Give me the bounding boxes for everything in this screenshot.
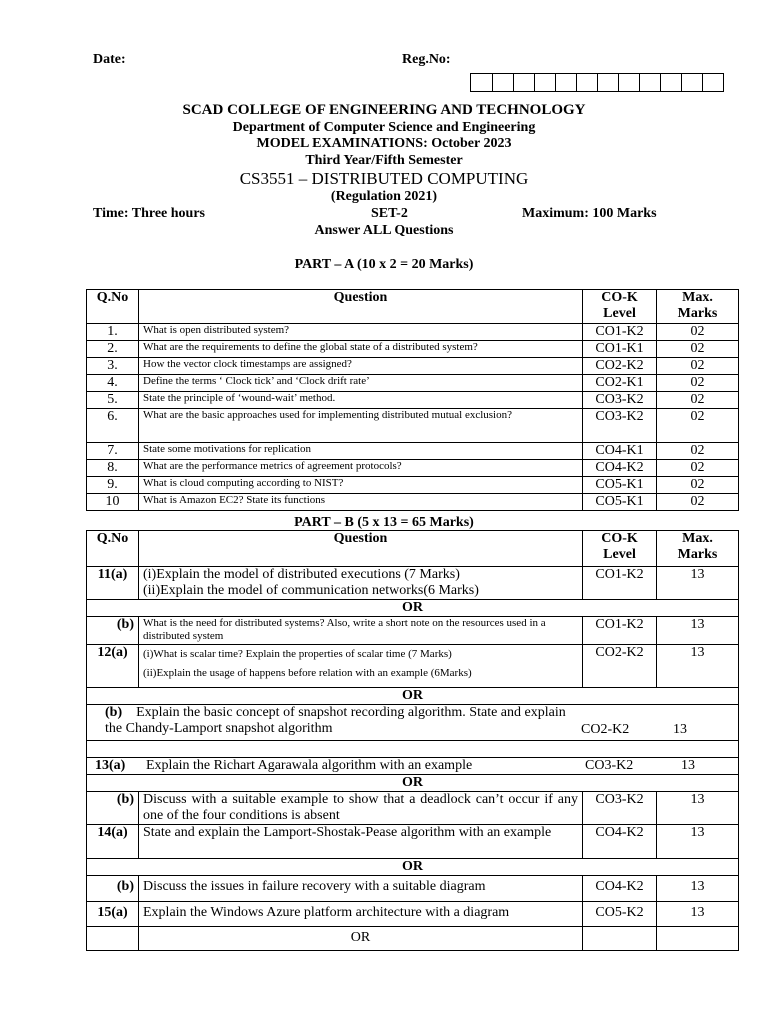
question-number: (b) <box>87 792 139 825</box>
empty-cell <box>87 741 739 758</box>
max-marks: 02 <box>657 392 739 409</box>
max-marks: 02 <box>657 375 739 392</box>
course-title: CS3551 – DISTRIBUTED COMPUTING <box>239 169 529 188</box>
question-number: 6. <box>87 409 139 443</box>
maximum-marks: Maximum: 100 Marks <box>522 206 657 221</box>
col-qno: Q.No <box>87 531 139 567</box>
question-text: How the vector clock timestamps are assigned? <box>139 358 583 375</box>
max-marks: 02 <box>657 324 739 341</box>
table-row <box>87 324 739 341</box>
or-label: OR <box>87 859 739 876</box>
or-row <box>87 859 739 876</box>
col-question: Question <box>139 290 583 324</box>
part-b-header-row <box>87 531 739 567</box>
question-number: 2. <box>87 341 139 358</box>
or-row <box>87 775 739 792</box>
department-name: Department of Computer Science and Engineering <box>232 120 536 135</box>
col-co-k-level: CO-K Level <box>583 290 657 324</box>
empty-row <box>87 741 739 758</box>
table-row <box>87 927 739 951</box>
col-co-k-level: CO-K Level <box>583 531 657 567</box>
question-text: Discuss with a suitable example to show that a deadlock can’t occur if any one of the four conditions is absent <box>139 792 583 825</box>
co-k-level: CO3-K2 <box>583 392 657 409</box>
exam-title: MODEL EXAMINATIONS: October 2023 <box>256 136 512 151</box>
co-k-level: CO2-K2 <box>583 645 657 688</box>
question-text: Discuss the issues in failure recovery with a suitable diagram <box>139 876 583 902</box>
max-marks: 02 <box>657 477 739 494</box>
reg-no-box <box>660 74 681 91</box>
question-text: State and explain the Lamport-Shostak-Pease algorithm with an example <box>139 825 583 859</box>
question-text: What are the basic approaches used for implementing distributed mutual exclusion? <box>139 409 583 443</box>
question-number: 7. <box>87 443 139 460</box>
table-row <box>87 358 739 375</box>
question-text: What are the requirements to define the global state of a distributed system? <box>139 341 583 358</box>
max-marks: 13 <box>657 617 739 645</box>
col-max-marks: Max. Marks <box>657 531 739 567</box>
table-row <box>87 825 739 859</box>
question-number: 10 <box>87 494 139 511</box>
question-text: (i)Explain the model of distributed executions (7 Marks) (ii)Explain the model of communication networks(6 Marks) <box>139 567 583 600</box>
question-text: What is Amazon EC2? State its functions <box>139 494 583 511</box>
question-number: 9. <box>87 477 139 494</box>
max-marks: 13 <box>657 792 739 825</box>
question-text: What is open distributed system? <box>139 324 583 341</box>
reg-no-box <box>534 74 555 91</box>
max-marks: 02 <box>657 358 739 375</box>
table-row <box>87 341 739 358</box>
question-number: 14(a) <box>87 825 139 859</box>
table-row <box>87 758 739 775</box>
col-question: Question <box>139 531 583 567</box>
reg-no-box <box>471 74 492 91</box>
part-a-header-row <box>87 290 739 324</box>
co-k-level: CO1-K2 <box>583 324 657 341</box>
question-text-merged <box>87 758 739 775</box>
part-a-table <box>86 289 739 511</box>
question-number: 15(a) <box>87 902 139 927</box>
regulation: (Regulation 2021) <box>330 189 438 204</box>
reg-no-box <box>618 74 639 91</box>
reg-no-box <box>639 74 660 91</box>
question-text: State the principle of ‘wound-wait’ method. <box>139 392 583 409</box>
question-number: 11(a) <box>87 567 139 600</box>
or-row <box>87 688 739 705</box>
co-k-level: CO5-K2 <box>583 902 657 927</box>
reg-no-label: Reg.No: <box>402 52 451 67</box>
question-number: (b) <box>87 617 139 645</box>
question-text: What are the performance metrics of agreement protocols? <box>139 460 583 477</box>
col-qno: Q.No <box>87 290 139 324</box>
table-row <box>87 876 739 902</box>
or-label: OR <box>139 927 583 951</box>
max-marks: 13 <box>657 902 739 927</box>
question-number <box>87 927 139 951</box>
co-k-level <box>583 927 657 951</box>
reg-no-box <box>513 74 534 91</box>
table-row <box>87 409 739 443</box>
or-row <box>87 600 739 617</box>
table-row <box>87 460 739 477</box>
question-number: 1. <box>87 324 139 341</box>
question-number: 12(a) <box>87 645 139 688</box>
year-semester: Third Year/Fifth Semester <box>305 153 463 168</box>
co-k-level: CO2-K2 <box>581 722 630 737</box>
reg-no-box <box>576 74 597 91</box>
or-label: OR <box>87 775 739 792</box>
max-marks <box>657 927 739 951</box>
co-k-level: CO3-K2 <box>583 792 657 825</box>
question-number: 8. <box>87 460 139 477</box>
max-marks: 02 <box>657 460 739 477</box>
co-k-level: CO2-K2 <box>583 358 657 375</box>
question-text-merged: (b) Explain the basic concept of snapshot recording algorithm. State and explain the Chandy-Lamport snapshot algorithm CO2-K2 13 <box>87 705 739 741</box>
question-text: Explain the Richart Agarawala algorithm with an example <box>146 758 473 773</box>
reg-no-box <box>702 74 723 91</box>
co-k-level: CO1-K1 <box>583 341 657 358</box>
table-row <box>87 567 739 600</box>
reg-no-boxes <box>470 73 724 92</box>
exam-time: Time: Three hours <box>93 206 206 221</box>
question-number: 5. <box>87 392 139 409</box>
table-row <box>87 705 739 741</box>
co-k-level: CO2-K1 <box>583 375 657 392</box>
date-label: Date: <box>93 52 126 67</box>
max-marks: 13 <box>673 722 687 737</box>
reg-no-box <box>492 74 513 91</box>
table-row <box>87 617 739 645</box>
max-marks: 02 <box>657 494 739 511</box>
max-marks: 13 <box>657 825 739 859</box>
co-k-level: CO4-K2 <box>583 876 657 902</box>
co-k-level: CO1-K2 <box>583 617 657 645</box>
part-b-title: PART – B (5 x 13 = 65 Marks) <box>294 515 474 530</box>
table-row <box>87 477 739 494</box>
table-row <box>87 645 739 688</box>
question-number: 3. <box>87 358 139 375</box>
table-row <box>87 902 739 927</box>
question-number: (b) <box>87 876 139 902</box>
question-text: What is cloud computing according to NIST? <box>139 477 583 494</box>
question-text: Define the terms ‘ Clock tick’ and ‘Clock drift rate’ <box>139 375 583 392</box>
question-number: 13(a) <box>95 758 126 773</box>
question-number: 4. <box>87 375 139 392</box>
question-text: What is the need for distributed systems? Also, write a short note on the resources used in a distributed system <box>139 617 583 645</box>
question-text: (i)What is scalar time? Explain the properties of scalar time (7 Marks) (ii)Explain the usage of happens before relation with an example (6Marks) <box>139 645 583 688</box>
co-k-level: CO5-K1 <box>583 477 657 494</box>
part-b-table <box>86 530 739 951</box>
or-label: OR <box>87 600 739 617</box>
co-k-level: CO3-K2 <box>585 758 634 773</box>
reg-no-box <box>681 74 702 91</box>
question-text: State some motivations for replication <box>139 443 583 460</box>
question-number: (b) <box>105 705 123 720</box>
part-a-title: PART – A (10 x 2 = 20 Marks) <box>294 257 474 272</box>
table-row <box>87 392 739 409</box>
co-k-level: CO5-K1 <box>583 494 657 511</box>
max-marks: 13 <box>657 645 739 688</box>
table-row <box>87 375 739 392</box>
co-k-level: CO4-K2 <box>583 825 657 859</box>
max-marks: 13 <box>681 758 695 773</box>
or-label: OR <box>87 688 739 705</box>
table-row <box>87 443 739 460</box>
co-k-level: CO4-K1 <box>583 443 657 460</box>
co-k-level: CO4-K2 <box>583 460 657 477</box>
max-marks: 13 <box>657 876 739 902</box>
max-marks: 13 <box>657 567 739 600</box>
co-k-level: CO3-K2 <box>583 409 657 443</box>
table-row <box>87 494 739 511</box>
college-name: SCAD COLLEGE OF ENGINEERING AND TECHNOLOGY <box>182 102 586 118</box>
max-marks: 02 <box>657 341 739 358</box>
table-row <box>87 792 739 825</box>
question-text: Explain the Windows Azure platform architecture with a diagram <box>139 902 583 927</box>
instruction: Answer ALL Questions <box>314 223 454 238</box>
co-k-level: CO1-K2 <box>583 567 657 600</box>
max-marks: 02 <box>657 409 739 443</box>
reg-no-box <box>597 74 618 91</box>
reg-no-box <box>555 74 576 91</box>
col-max-marks: Max. Marks <box>657 290 739 324</box>
max-marks: 02 <box>657 443 739 460</box>
exam-set: SET-2 <box>371 206 408 221</box>
